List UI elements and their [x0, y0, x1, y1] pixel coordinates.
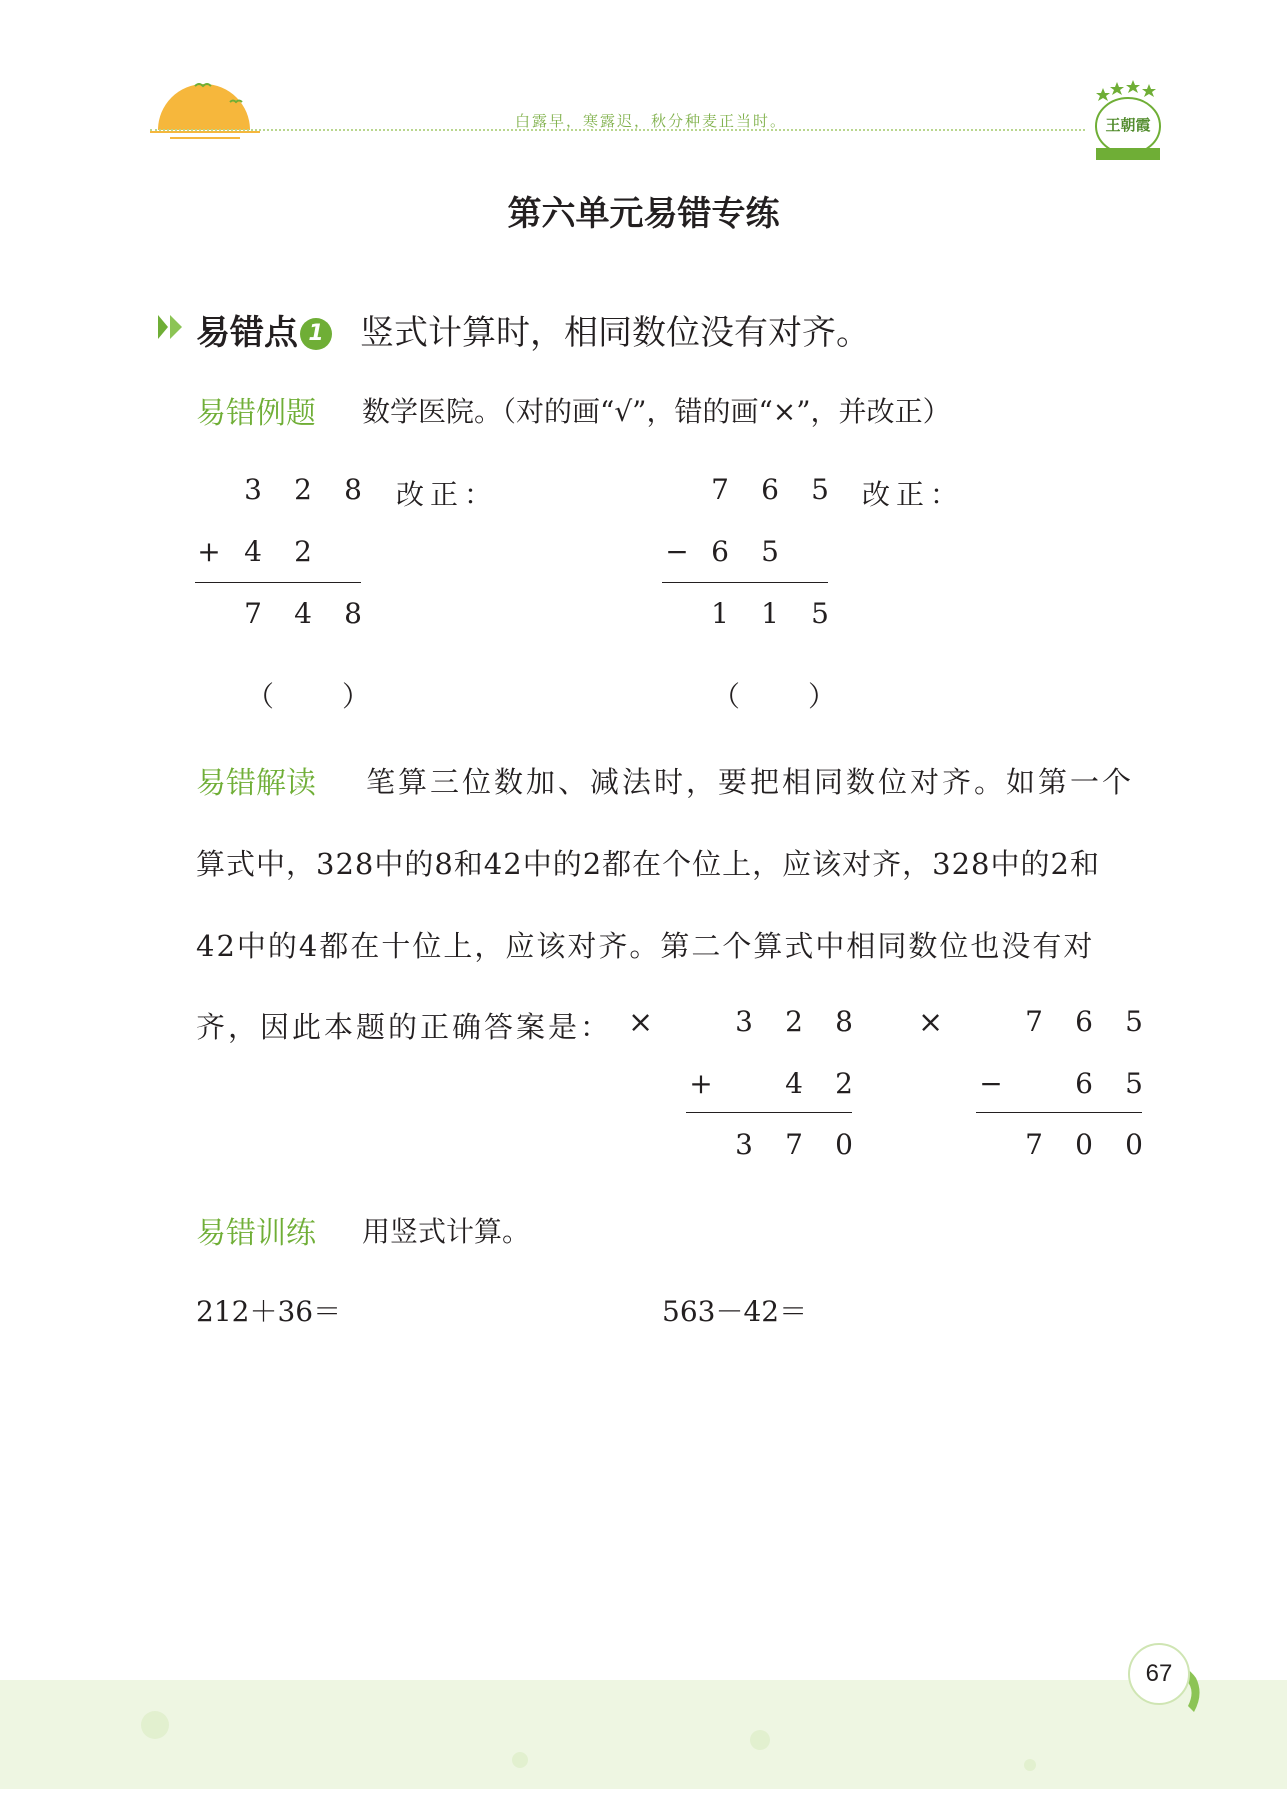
sun-logo — [150, 72, 260, 142]
wrong-mark-2: × — [918, 1005, 944, 1040]
digit: 0 — [835, 1128, 853, 1161]
correction-label-2: 改正： — [862, 478, 965, 511]
digit: 7 — [785, 1128, 803, 1161]
analysis-text-line-2: 算式中，328中的8和42中的2都在个位上，应该对齐，328中的2和 — [196, 847, 1100, 881]
digit: 8 — [344, 597, 362, 630]
header-motto: 白露早，寒露迟，秋分种麦正当时。 — [515, 112, 788, 130]
page-number: 67 — [1128, 1643, 1190, 1705]
digit: 6 — [1075, 1005, 1093, 1038]
training-question-1: 212＋36＝ — [196, 1295, 342, 1328]
digit: 2 — [785, 1005, 803, 1038]
operator: − — [665, 535, 689, 568]
section-description: 竖式计算时，相同数位没有对齐。 — [360, 313, 870, 353]
page-title: 第六单元易错专练 — [507, 194, 780, 234]
digit: 3 — [735, 1005, 753, 1038]
section-number-badge: 1 — [300, 318, 332, 350]
training-question-2: 563－42＝ — [662, 1295, 808, 1328]
brand-seal-text: 王朝霞 — [1105, 116, 1151, 134]
digit: 0 — [1125, 1128, 1143, 1161]
operator: + — [689, 1067, 713, 1100]
digit: 5 — [1125, 1067, 1143, 1100]
digit: 1 — [711, 597, 729, 630]
sum-line — [195, 582, 361, 583]
footer-ground — [0, 1680, 1287, 1789]
digit: 7 — [244, 597, 262, 630]
digit: 4 — [244, 535, 262, 568]
digit: 2 — [294, 473, 312, 506]
digit: 2 — [835, 1067, 853, 1100]
digit: 3 — [244, 473, 262, 506]
digit: 3 — [735, 1128, 753, 1161]
digit: 6 — [761, 473, 779, 506]
wrong-mark-1: × — [628, 1005, 654, 1040]
brand-seal — [1088, 78, 1168, 166]
digit: 7 — [1025, 1128, 1043, 1161]
digit: 6 — [711, 535, 729, 568]
section-heading — [196, 305, 332, 354]
answer-blank-2[interactable]: （ ） — [712, 680, 841, 713]
example-instruction: 数学医院。（对的画“√”，错的画“×”，并改正） — [362, 395, 951, 428]
digit: 2 — [294, 535, 312, 568]
digit: 5 — [1125, 1005, 1143, 1038]
digit: 1 — [761, 597, 779, 630]
digit: 7 — [711, 473, 729, 506]
digit: 0 — [1075, 1128, 1093, 1161]
digit: 5 — [811, 473, 829, 506]
operator: + — [197, 535, 221, 568]
section-label: 易错点 — [196, 313, 298, 353]
digit: 7 — [1025, 1005, 1043, 1038]
analysis-text-line-1: 笔算三位数加、减法时，要把相同数位对齐。如第一个 — [366, 765, 1135, 799]
difference-line — [976, 1112, 1142, 1113]
training-instruction: 用竖式计算。 — [362, 1215, 531, 1248]
digit: 5 — [761, 535, 779, 568]
example-label: 易错例题 — [196, 396, 316, 431]
digit: 6 — [1075, 1067, 1093, 1100]
sum-line — [686, 1112, 852, 1113]
answer-blank-1[interactable]: （ ） — [246, 680, 375, 713]
analysis-text-line-3: 42中的4都在十位上，应该对齐。第二个算式中相同数位也没有对 — [196, 929, 1095, 963]
operator: − — [979, 1067, 1003, 1100]
digit: 5 — [811, 597, 829, 630]
digit: 8 — [835, 1005, 853, 1038]
difference-line — [662, 582, 828, 583]
section-arrow-icon — [158, 312, 190, 346]
analysis-label: 易错解读 — [196, 766, 316, 801]
digit: 8 — [344, 473, 362, 506]
training-label: 易错训练 — [196, 1216, 316, 1251]
digit: 4 — [785, 1067, 803, 1100]
digit: 4 — [294, 597, 312, 630]
analysis-text-line-4: 齐，因此本题的正确答案是： — [196, 1010, 613, 1044]
correction-label-1: 改正： — [396, 478, 499, 511]
